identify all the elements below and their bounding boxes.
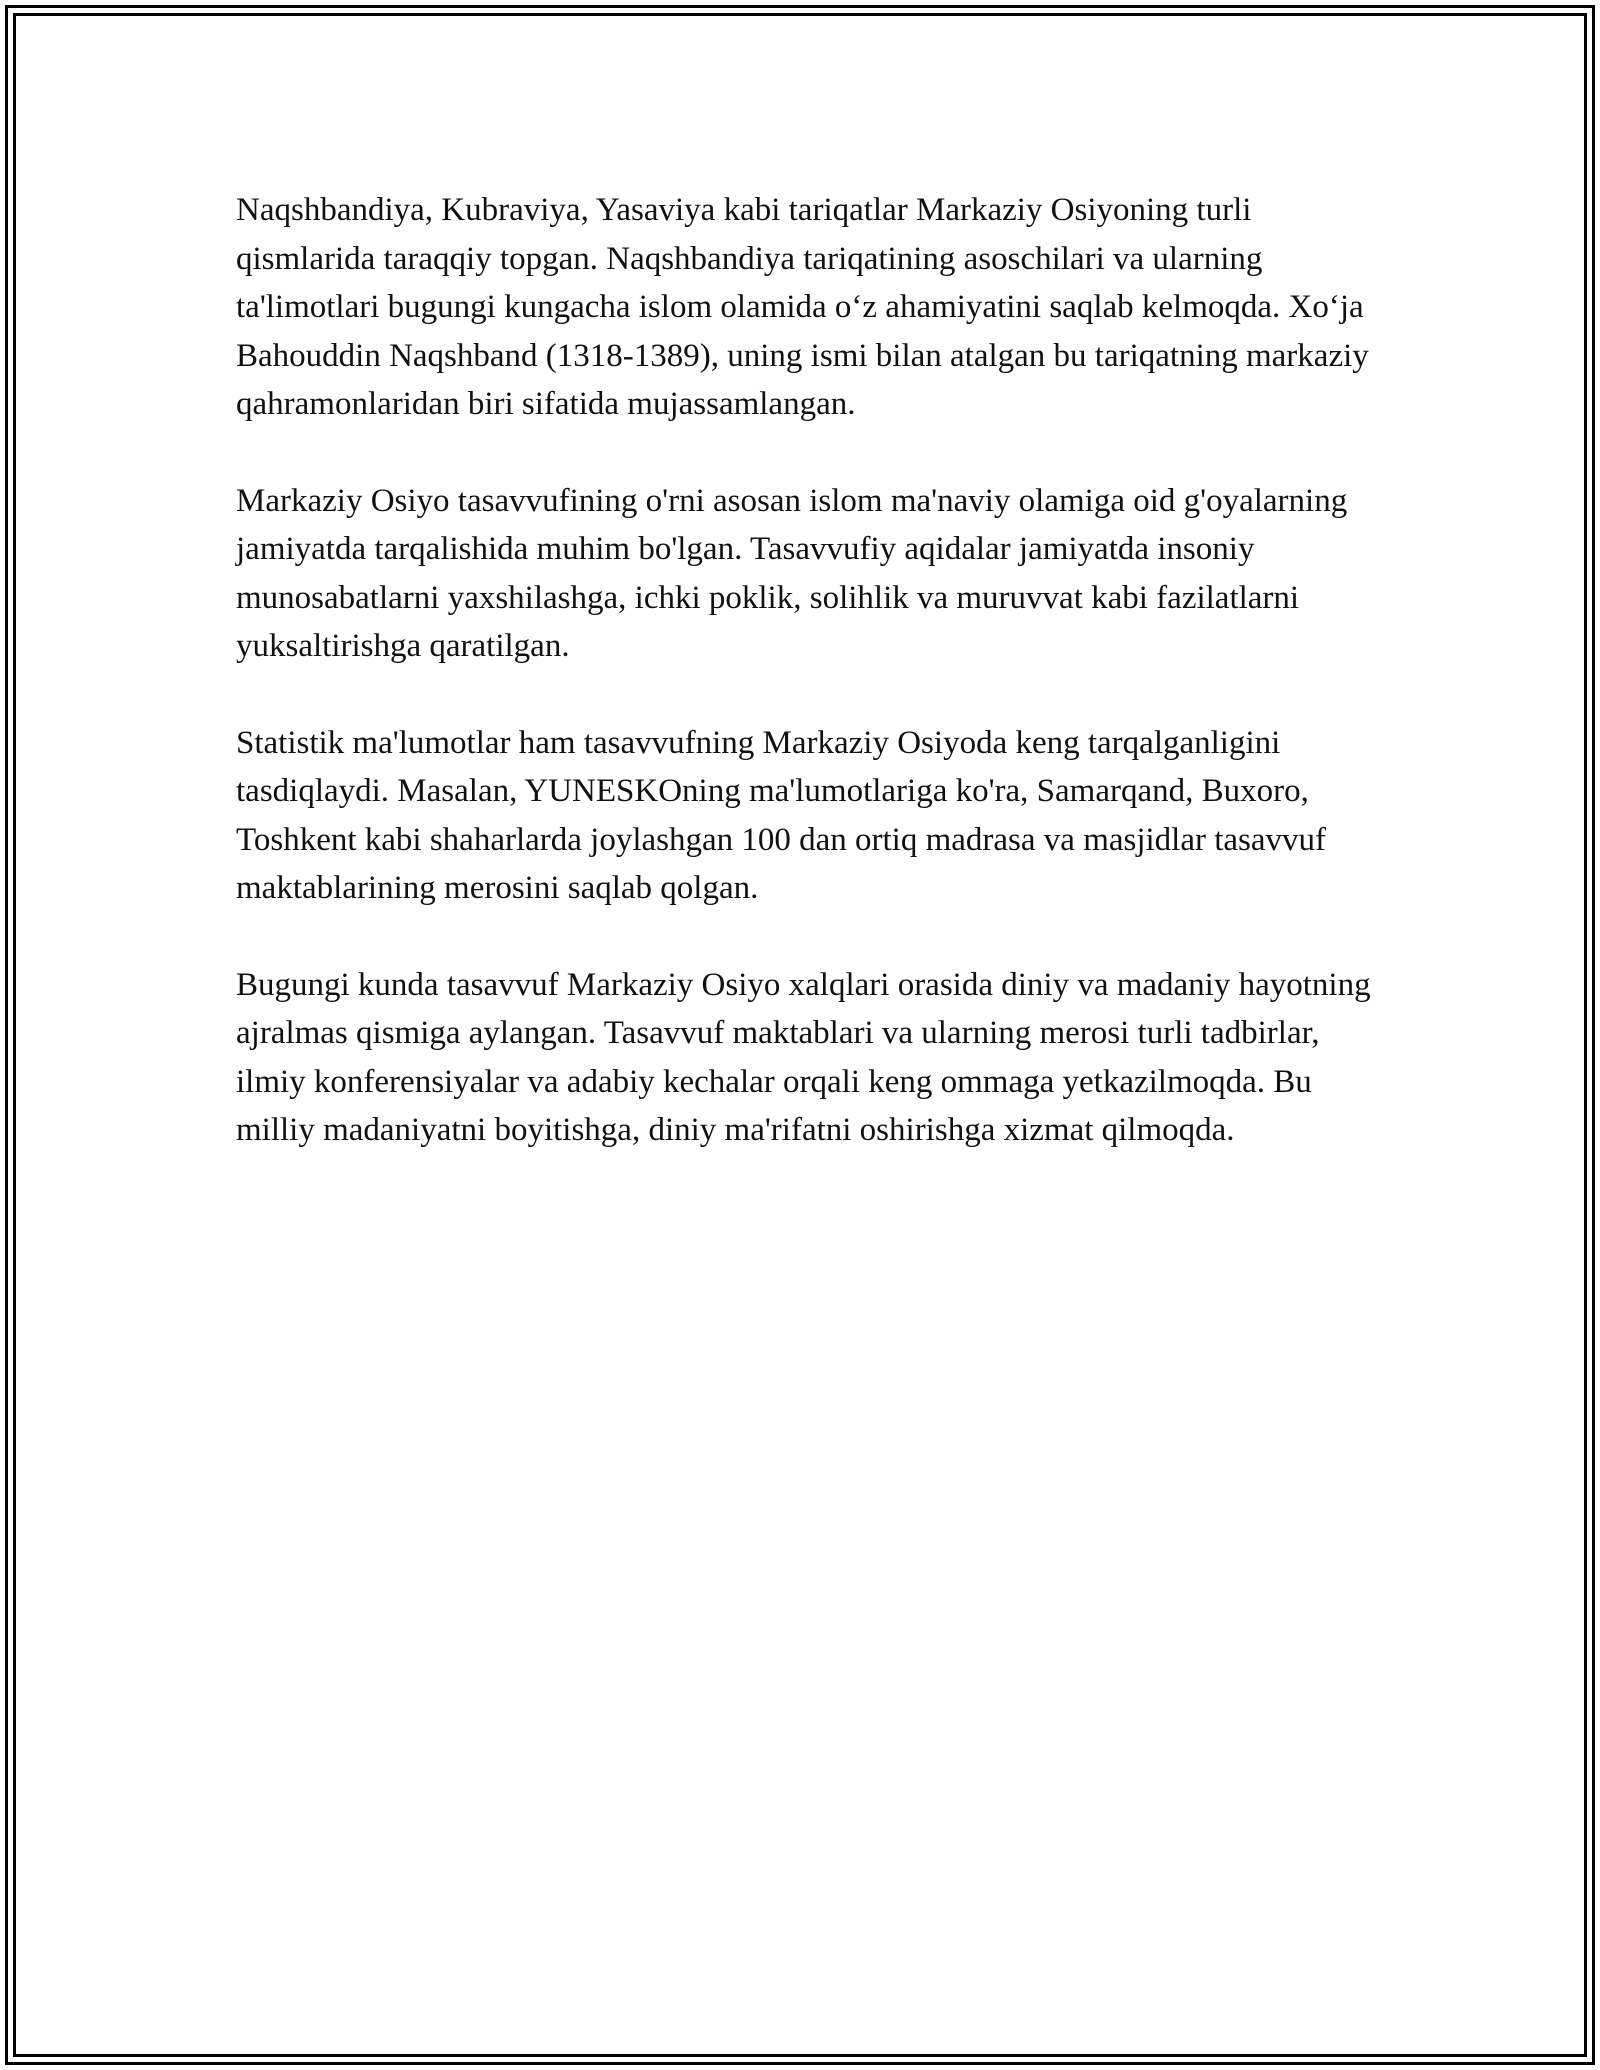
paragraph-3: Statistik ma'lumotlar ham tasavvufning Markaziy Osiyoda keng tarqalganligini tasdiqlaydi. Masalan, YUNESKOning ma'lumotlariga ko'ra, Samarqand, Buxoro, Toshkent kabi shaharlarda joylashgan 100 dan ortiq madrasa va masjidlar tasavvuf maktablarining merosini saqlab qolgan. — [236, 724, 1327, 906]
paragraph-2: Markaziy Osiyo tasavvufining o'rni asosan islom ma'naviy olamiga oid g'oyalarning jamiyatda tarqalishida muhim bo'lgan. Tasavvufiy aqidalar jamiyatda insoniy munosabatlarni yaxshilashga, ichki poklik, solihlik va muruvvat kabi fazilatlarni yuksaltirishga qaratilgan. — [236, 482, 1348, 664]
paragraph-1: Naqshbandiya, Kubraviya, Yasaviya kabi tariqatlar Markaziy Osiyoning turli qismlarida taraqqiy topgan. Naqshbandiya tariqatining asoschilari va ularning ta'limotlari bugungi kungacha islom olamida o‘z ahamiyatini saqlab kelmoqda. Xo‘ja Bahouddin Naqshband (1318-1389), uning ismi bilan atalgan bu tariqatning markaziy qahramonlaridan biri sifatida mujassamlangan. — [236, 192, 1369, 422]
paragraph-4: Bugungi kunda tasavvuf Markaziy Osiyo xalqlari orasida diniy va madaniy hayotning ajralmas qismiga aylangan. Tasavvuf maktablari va ularning merosi turli tadbirlar, ilmiy konferensiyalar va adabiy kechalar orqali keng ommaga yetkazilmoqda. Bu milliy madaniyatni boyitishga, diniy ma'rifatni oshirishga xizmat qilmoqda. — [236, 966, 1371, 1148]
document-body — [236, 186, 1376, 1203]
